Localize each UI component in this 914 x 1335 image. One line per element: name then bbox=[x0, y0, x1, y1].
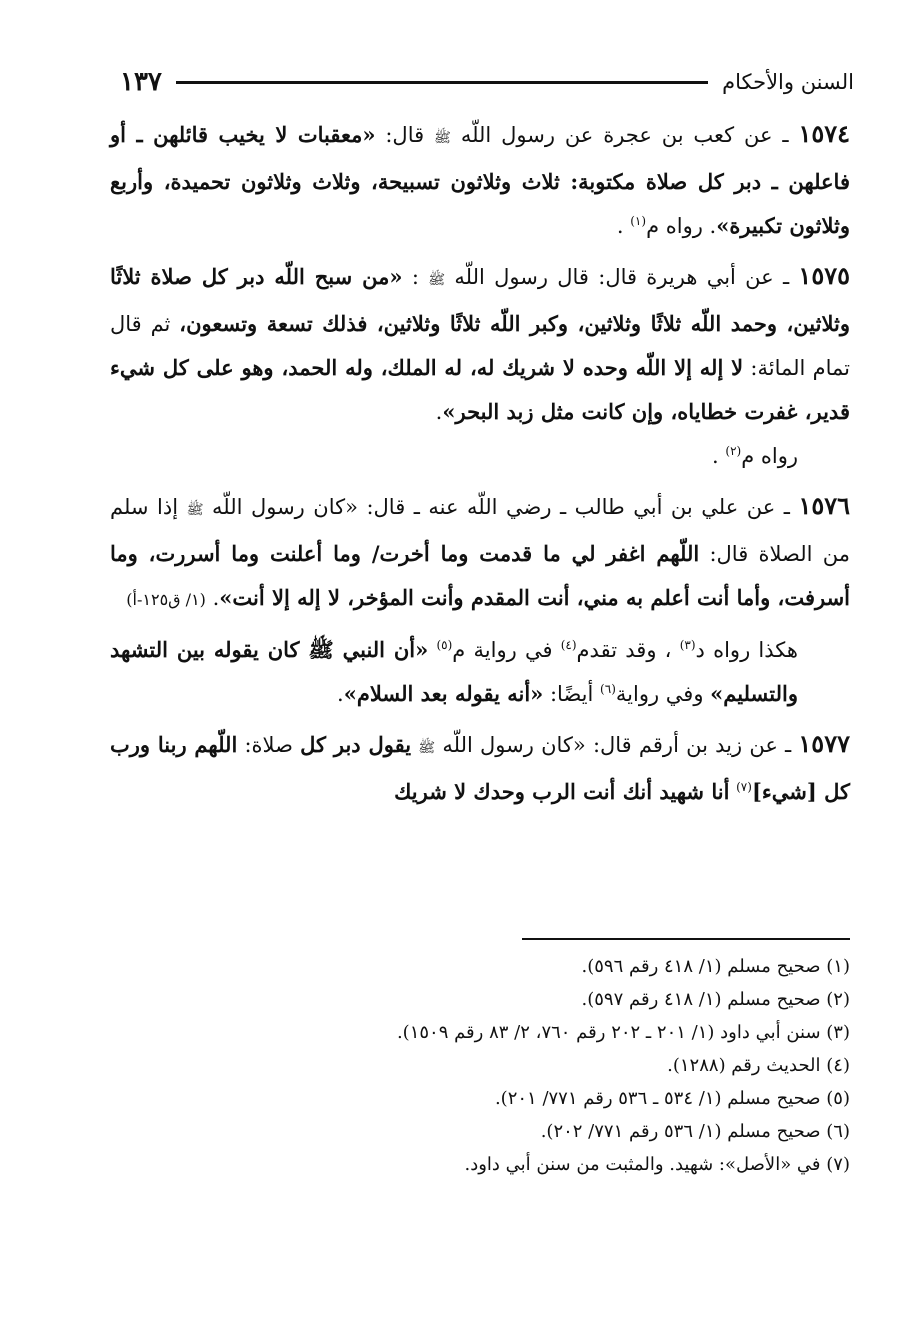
hadith-intro: ـ عن كعب بن عجرة عن رسول اللّه bbox=[460, 123, 789, 147]
comment-quote-2: «أنه يقوله بعد السلام» bbox=[343, 681, 544, 706]
header-rule bbox=[176, 81, 708, 84]
footnote-separator bbox=[522, 938, 850, 940]
hadith-number: ١٥٧٦ bbox=[798, 491, 851, 520]
footnote-6: (٦) صحيح مسلم (١/ ٥٣٦ رقم ٧٧١/ ٢٠٢). bbox=[540, 1121, 850, 1142]
end-mark: . bbox=[435, 400, 443, 424]
hadith-quote-2: اللّهم ربنا ورب كل [شيء] bbox=[110, 732, 850, 804]
footnote-ref[interactable]: (٥) bbox=[436, 638, 453, 652]
footnote-3: (٣) سنن أبي داود (١/ ٢٠١ ـ ٢٠٢ رقم ٧٦٠، ٢/ ٨٣ رقم ١٥٠٩). bbox=[396, 1022, 850, 1043]
end-mark: . bbox=[337, 682, 344, 706]
hadith-quote: «من سبح اللّه دبر كل صلاة ثلاثًا وثلاثين، وحمد اللّه ثلاثًا وثلاثين، وكبر اللّه ثلاثًا وثلاثين، فذلك تسعة وتسعون، bbox=[110, 264, 850, 336]
footnote-ref[interactable]: (٤) bbox=[560, 638, 577, 652]
page-number: ١٣٧ bbox=[120, 67, 162, 97]
footnote-5: (٥) صحيح مسلم (١/ ٥٣٤ ـ ٥٣٦ رقم ٧٧١/ ٢٠١). bbox=[494, 1088, 850, 1109]
end-mark: . bbox=[616, 214, 624, 238]
end-mark: . bbox=[212, 586, 220, 610]
comment-text: أيضًا: bbox=[549, 682, 594, 706]
narration-text: صلاة: bbox=[244, 733, 293, 757]
footnote-ref[interactable]: (١) bbox=[630, 214, 647, 228]
narration-text: إذا سلم من الصلاة قال: bbox=[110, 495, 850, 566]
footnote-ref[interactable]: (٢) bbox=[725, 444, 742, 458]
hadith-quote-2: لا إله إلا اللّه وحده لا شريك له، له الملك، وله الحمد، وهو على كل شيء قدير، غفرت خطاياه، وإن كانت مثل زبد البحر» bbox=[110, 355, 850, 424]
hadith-1576 bbox=[110, 484, 850, 622]
comment-text: وفي رواية bbox=[615, 682, 704, 706]
hadith-quote: يقول دبر كل bbox=[300, 732, 412, 757]
manuscript-folio-ref: (١/ ق١٢٥-أ) bbox=[126, 590, 206, 609]
hadith-number: ١٥٧٥ bbox=[798, 261, 850, 290]
said-text: : bbox=[411, 265, 419, 289]
footnote-ref[interactable]: (٦) bbox=[600, 682, 616, 696]
hadith-1577 bbox=[110, 722, 850, 814]
salutation-glyph: ﷺ bbox=[434, 130, 451, 146]
footnote-1: (١) صحيح مسلم (١/ ٤١٨ رقم ٥٩٦). bbox=[581, 956, 850, 977]
page-body bbox=[110, 112, 850, 820]
end-mark: . bbox=[712, 444, 719, 468]
hadith-intro: ـ عن زيد بن أرقم قال: «كان رسول اللّه bbox=[442, 733, 792, 757]
source-text: . رواه م bbox=[646, 214, 717, 238]
comment-text: ، وقد تقدم bbox=[576, 638, 672, 662]
hadith-number: ١٥٧٧ bbox=[798, 729, 850, 758]
narration-text: ثم قال تمام المائة: bbox=[110, 312, 850, 380]
footnote-7: (٧) في «الأصل»: شهيد. والمثبت من سنن أبي داود. bbox=[464, 1154, 850, 1175]
footnote-2: (٢) صحيح مسلم (١/ ٤١٨ رقم ٥٩٧). bbox=[581, 989, 850, 1010]
footnotes bbox=[120, 950, 850, 1181]
hadith-1575 bbox=[110, 254, 850, 478]
salutation-glyph: ﷺ bbox=[186, 502, 204, 518]
hadith-intro: ـ عن علي بن أبي طالب ـ رضي اللّه عنه ـ قال: «كان رسول اللّه bbox=[212, 495, 790, 519]
hadith-quote: اللّهم اغفر لي ما قدمت وما أخرت/ وما أعلنت وما أسررت، وما أسرفت، وأما أنت أعلم به مني، أنت المقدم وأنت المؤخر، لا إله إلا أنت» bbox=[110, 541, 850, 610]
chapter-title: السنن والأحكام bbox=[722, 70, 854, 94]
salutation-glyph: ﷺ bbox=[428, 272, 446, 288]
comment-text: هكذا رواه د bbox=[695, 638, 798, 662]
commentary-1576 bbox=[110, 628, 850, 716]
footnote-4: (٤) الحديث رقم (١٢٨٨). bbox=[667, 1055, 850, 1076]
hadith-1574 bbox=[110, 112, 850, 248]
said-text: قال: bbox=[385, 123, 425, 147]
footnote-ref[interactable]: (٣) bbox=[679, 638, 696, 652]
footnote-ref[interactable]: (٧) bbox=[736, 780, 752, 794]
comment-quote: «أن النبي ﷺ كان يقوله بين التشهد والتسليم» bbox=[110, 637, 798, 706]
hadith-quote: «معقبات لا يخيب قائلهن ـ أو فاعلهن ـ دبر كل صلاة مكتوبة: ثلاث وثلاثون تسبيحة، وثلاث وثلاثون تحميدة، وأربع وثلاثون تكبيرة» bbox=[110, 122, 850, 238]
hadith-intro: ـ عن أبي هريرة قال: قال رسول اللّه bbox=[454, 265, 790, 289]
hadith-number: ١٥٧٤ bbox=[798, 119, 850, 148]
running-header bbox=[120, 62, 854, 102]
comment-text: في رواية م bbox=[452, 638, 553, 662]
source-text: رواه م bbox=[741, 444, 798, 468]
salutation-glyph: ﷺ bbox=[418, 740, 436, 756]
hadith-quote-3: أنا شهيد أنك أنت الرب وحدك لا شريك bbox=[394, 779, 730, 804]
